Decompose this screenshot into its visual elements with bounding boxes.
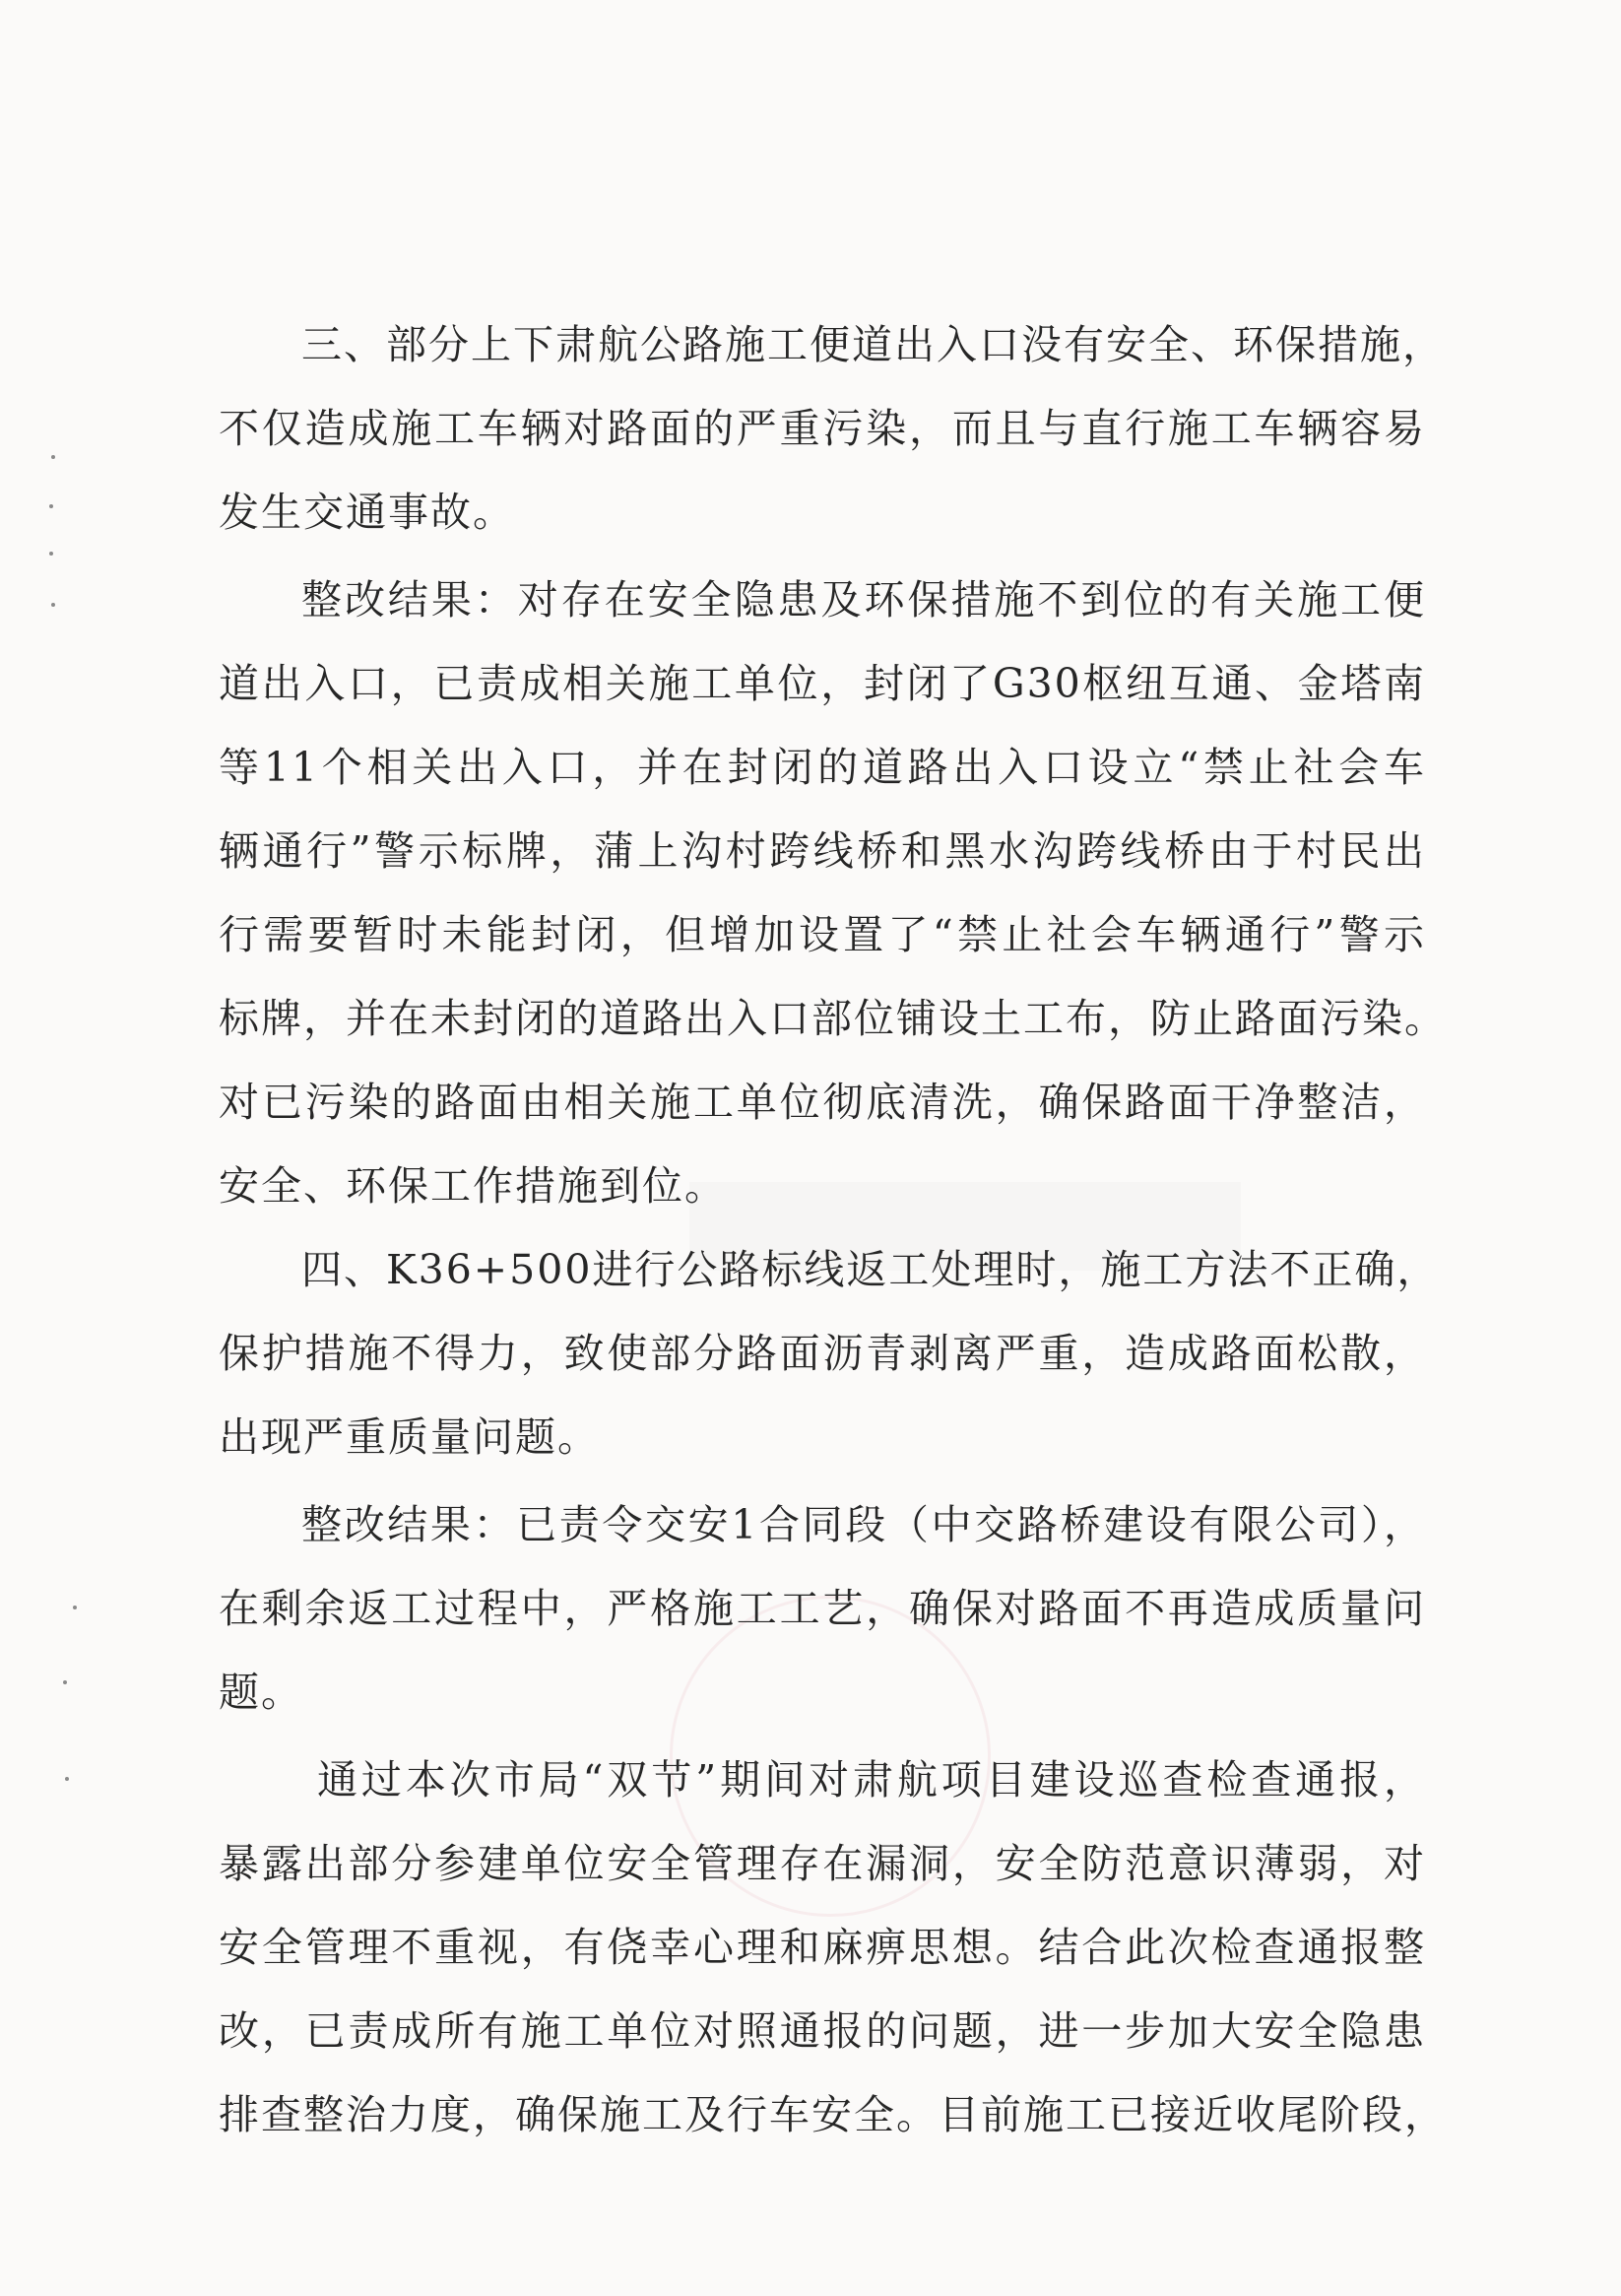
paragraph-4-line-2: 保护措施不得力，致使部分路面沥青剥离严重，造成路面松散， bbox=[219, 1330, 1426, 1377]
body-text bbox=[219, 303, 1447, 2157]
scan-speck bbox=[51, 603, 55, 607]
rectification-4-line-1: 整改结果：已责令交安1合同段（中交路桥建设有限公司）， bbox=[301, 1501, 1426, 1548]
paragraph-4-line-3: 出现严重质量问题。 bbox=[219, 1413, 600, 1461]
rectification-4-line-2: 在剩余返工过程中，严格施工工艺，确保对路面不再造成质量问 bbox=[219, 1585, 1426, 1632]
conclusion-line-5: 排查整治力度，确保施工及行车安全。目前施工已接近收尾阶段， bbox=[219, 2091, 1447, 2138]
rectification-3-line-8: 安全、环保工作措施到位。 bbox=[219, 1162, 727, 1210]
scan-speck bbox=[51, 455, 55, 459]
rectification-3-line-7: 对已污染的路面由相关施工单位彻底清洗，确保路面干净整洁， bbox=[219, 1079, 1426, 1126]
rectification-3-line-6: 标牌，并在未封闭的道路出入口部位铺设土工布，防止路面污染。 bbox=[219, 995, 1447, 1042]
rectification-3-line-2: 道出入口，已责成相关施工单位，封闭了G30枢纽互通、金塔南 bbox=[219, 660, 1426, 707]
rectification-4-line-3: 题。 bbox=[219, 1669, 303, 1716]
conclusion-line-2: 暴露出部分参建单位安全管理存在漏洞，安全防范意识薄弱，对 bbox=[219, 1840, 1426, 1887]
conclusion-line-1: 通过本次市局“双节”期间对肃航项目建设巡查检查通报， bbox=[317, 1756, 1426, 1804]
paragraph-3-line-3: 发生交通事故。 bbox=[219, 489, 515, 536]
scan-speck bbox=[63, 1680, 67, 1684]
rectification-3-line-4: 辆通行”警示标牌，蒲上沟村跨线桥和黑水沟跨线桥由于村民出 bbox=[219, 827, 1426, 875]
rectification-3-line-3: 等11个相关出入口，并在封闭的道路出入口设立“禁止社会车 bbox=[219, 744, 1426, 791]
conclusion-line-4: 改，已责成所有施工单位对照通报的问题，进一步加大安全隐患 bbox=[219, 2007, 1426, 2055]
paragraph-4-line-1: 四、K36+500进行公路标线返工处理时，施工方法不正确， bbox=[301, 1246, 1440, 1293]
paragraph-3-line-2: 不仅造成施工车辆对路面的严重污染，而且与直行施工车辆容易 bbox=[219, 405, 1426, 452]
scan-speck bbox=[49, 552, 53, 556]
paragraph-3-line-1: 三、部分上下肃航公路施工便道出入口没有安全、环保措施， bbox=[301, 321, 1445, 368]
scan-speck bbox=[49, 504, 53, 508]
rectification-3-line-5: 行需要暂时未能封闭，但增加设置了“禁止社会车辆通行”警示 bbox=[219, 911, 1426, 958]
scan-speck bbox=[65, 1777, 69, 1781]
scan-speck bbox=[73, 1606, 77, 1609]
rectification-3-line-1: 整改结果：对存在安全隐患及环保措施不到位的有关施工便 bbox=[301, 576, 1426, 623]
conclusion-line-3: 安全管理不重视，有侥幸心理和麻痹思想。结合此次检查通报整 bbox=[219, 1924, 1426, 1971]
